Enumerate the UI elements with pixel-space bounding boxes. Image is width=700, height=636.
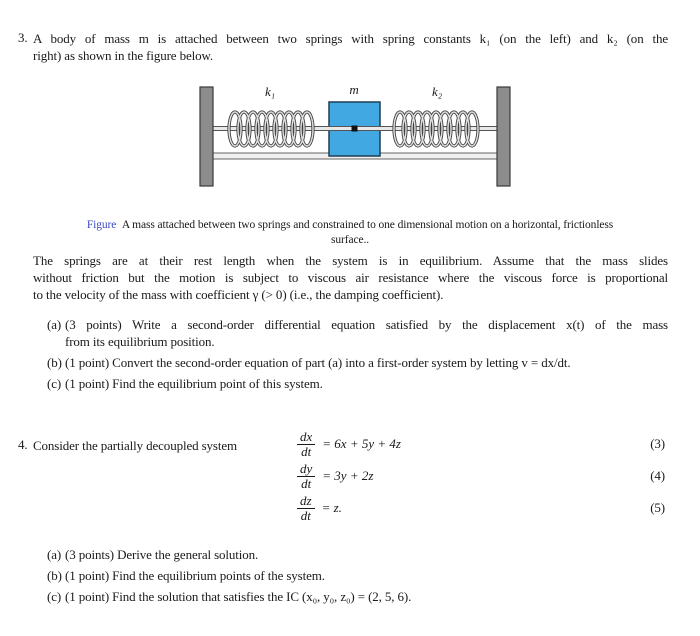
item-4c-text: (1 point) Find the solution that satisfies the IC (x₀, y₀, z₀) = (2, 5, 6). [65, 589, 412, 604]
item-4c [47, 588, 668, 605]
item-3a-line-1: (3 points) Write a second-order differential equation satisfied by the displacement x(t) of the mass [65, 317, 668, 332]
problem-3-number: 3. [18, 30, 28, 45]
left-wall [200, 87, 213, 186]
fraction-denominator: dt [301, 443, 312, 459]
figure-caption [55, 218, 645, 248]
problem-3-items [47, 316, 668, 396]
figure-caption-line-1 [55, 218, 645, 233]
figure-diagram [195, 84, 515, 192]
spring-mass-figure [195, 84, 515, 192]
spring-k2-label: k₂ [431, 84, 443, 99]
fraction-dx-dt [297, 430, 315, 459]
item-4a-text: (3 points) Derive the general solution. [65, 547, 259, 562]
paragraph-line-3: to the velocity of the mass with coefficient γ (> 0) (i.e., the damping coefficient). [33, 287, 444, 302]
fraction-numerator: dz [297, 494, 315, 509]
problem-3-text [33, 30, 668, 64]
problem-3 [18, 30, 668, 64]
mass-label: m [349, 84, 359, 97]
figure-caption-label: Figure [86, 219, 117, 231]
right-wall [497, 87, 510, 186]
figure-caption-text: A mass attached between two springs and constrained to one dimensional motion on a horizontal, frictionless [121, 219, 614, 231]
item-3b-label: (b) [47, 355, 62, 370]
item-3b [47, 354, 668, 371]
item-4c-label: (c) [47, 589, 62, 604]
fraction-dz-dt [297, 494, 315, 523]
problem-4-text: Consider the partially decoupled system [33, 438, 237, 453]
paragraph-line-2: without friction but the motion is subject to viscous air resistance where the viscous force is proportional [33, 270, 668, 285]
assumptions-paragraph [33, 252, 668, 303]
equation-5-rhs: = z. [321, 500, 342, 515]
fraction-denominator: dt [301, 475, 312, 491]
item-4b [47, 567, 668, 584]
equation-4 [297, 461, 665, 491]
mass-center-dot [352, 126, 358, 132]
problem-4-items [47, 546, 668, 609]
fraction-numerator: dx [297, 430, 315, 445]
fraction-dy-dt [297, 462, 315, 491]
equation-4-tag: (4) [650, 468, 665, 483]
item-3a-label: (a) [47, 317, 62, 332]
item-4b-label: (b) [47, 568, 62, 583]
item-3c-label: (c) [47, 376, 62, 391]
item-3b-text: (1 point) Convert the second-order equation of part (a) into a first-order system by letting v = dx/dt. [65, 355, 571, 370]
equation-block [297, 429, 665, 525]
problem-3-line-1: A body of mass m is attached between two springs with spring constants k₁ (on the left) and k₂ (on the [33, 31, 668, 46]
problem-3-line-2: right) as shown in the figure below. [33, 48, 214, 63]
equation-4-rhs: = 3y + 2z [322, 468, 374, 483]
item-3c-text: (1 point) Find the equilibrium point of this system. [65, 376, 323, 391]
fraction-denominator: dt [300, 507, 311, 523]
figure-caption-line-2: surface.. [330, 234, 370, 246]
item-4b-text: (1 point) Find the equilibrium points of the system. [65, 568, 325, 583]
item-3a-line-2: from its equilibrium position. [65, 334, 215, 349]
equation-5-tag: (5) [650, 500, 665, 515]
equation-3-tag: (3) [650, 436, 665, 451]
item-3c [47, 375, 668, 392]
spring-k1-label: k₁ [264, 84, 276, 99]
item-4a [47, 546, 668, 563]
paragraph-line-1: The springs are at their rest length when the system is in equilibrium. Assume that the mass slides [33, 253, 668, 268]
item-4a-label: (a) [47, 547, 62, 562]
fraction-numerator: dy [297, 462, 315, 477]
item-3a [47, 316, 668, 350]
equation-3 [297, 429, 665, 459]
problem-4-number: 4. [18, 437, 28, 452]
equation-5 [297, 493, 665, 523]
equation-3-rhs: = 6x + 5y + 4z [322, 436, 401, 451]
